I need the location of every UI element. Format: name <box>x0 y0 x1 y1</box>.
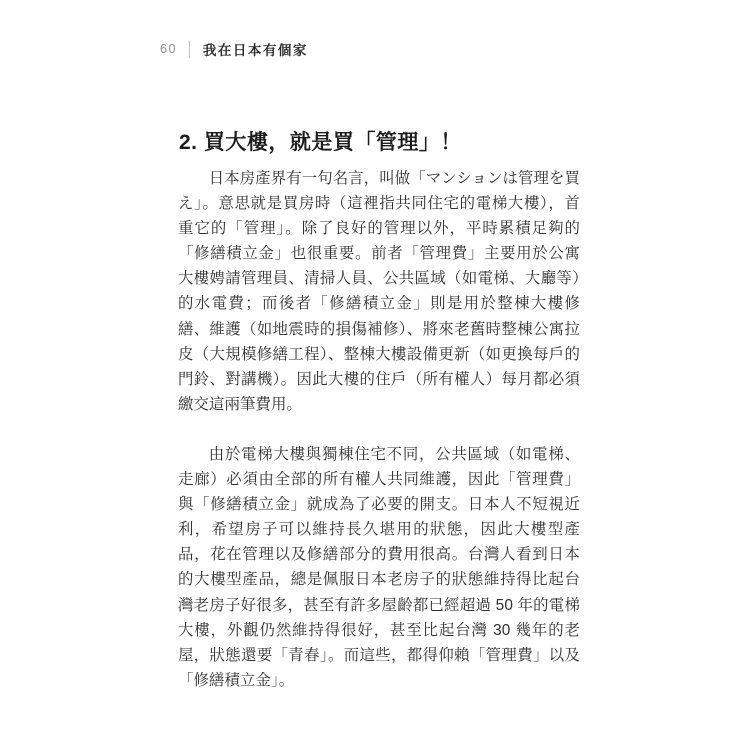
paragraph-2: 由於電梯大樓與獨棟住宅不同，公共區域（如電梯、走廊）必須由全部的所有權人共同維護，因此「管理費」與「修繕積立金」就成為了必要的開支。日本人不短視近利，希望房子可以維持長久堪用的狀態，因此大樓型產品，花在管理以及修繕部分的費用很高。台灣人看到日本的大樓型產品，總是佩服日本老房子的狀態維持得比起台灣老房子好很多，甚至有許多屋齡都已經超過 50 年的電梯大樓，外觀仍然維持得很好，甚至比起台灣 30 幾年的老屋，狀態還要「青春」。而這些，都得仰賴「管理費」以及「修繕積立金」。 <box>178 445 580 689</box>
header-divider <box>189 41 190 58</box>
page-number: 60 <box>160 42 177 56</box>
paragraph-1: 日本房產界有一句名言，叫做「マンションは管理を買え」。意思就是買房時（這裡指共同住宅的電梯大樓），首重它的「管理」。除了良好的管理以外，平時累積足夠的「修繕積立金」也很重要。前者「管理費」主要用於公寓大樓娉請管理員、清掃人員、公共區域（如電梯、大廳等）的水電費；而後者「修繕積立金」則是用於整棟大樓修繕、維護（如地震時的損傷補修）、將來老舊時整棟公寓拉皮（大規模修繕工程）、整棟大樓設備更新（如更換每戶的門鈴、對講機）。因此大樓的住戶（所有權人）每月都必須繳交這兩筆費用。 <box>178 170 580 413</box>
body-text <box>178 166 580 693</box>
section-title: 2. 買大樓，就是買「管理」！ <box>179 131 462 155</box>
book-title: 我在日本有個家 <box>202 43 308 58</box>
running-header <box>160 39 308 59</box>
